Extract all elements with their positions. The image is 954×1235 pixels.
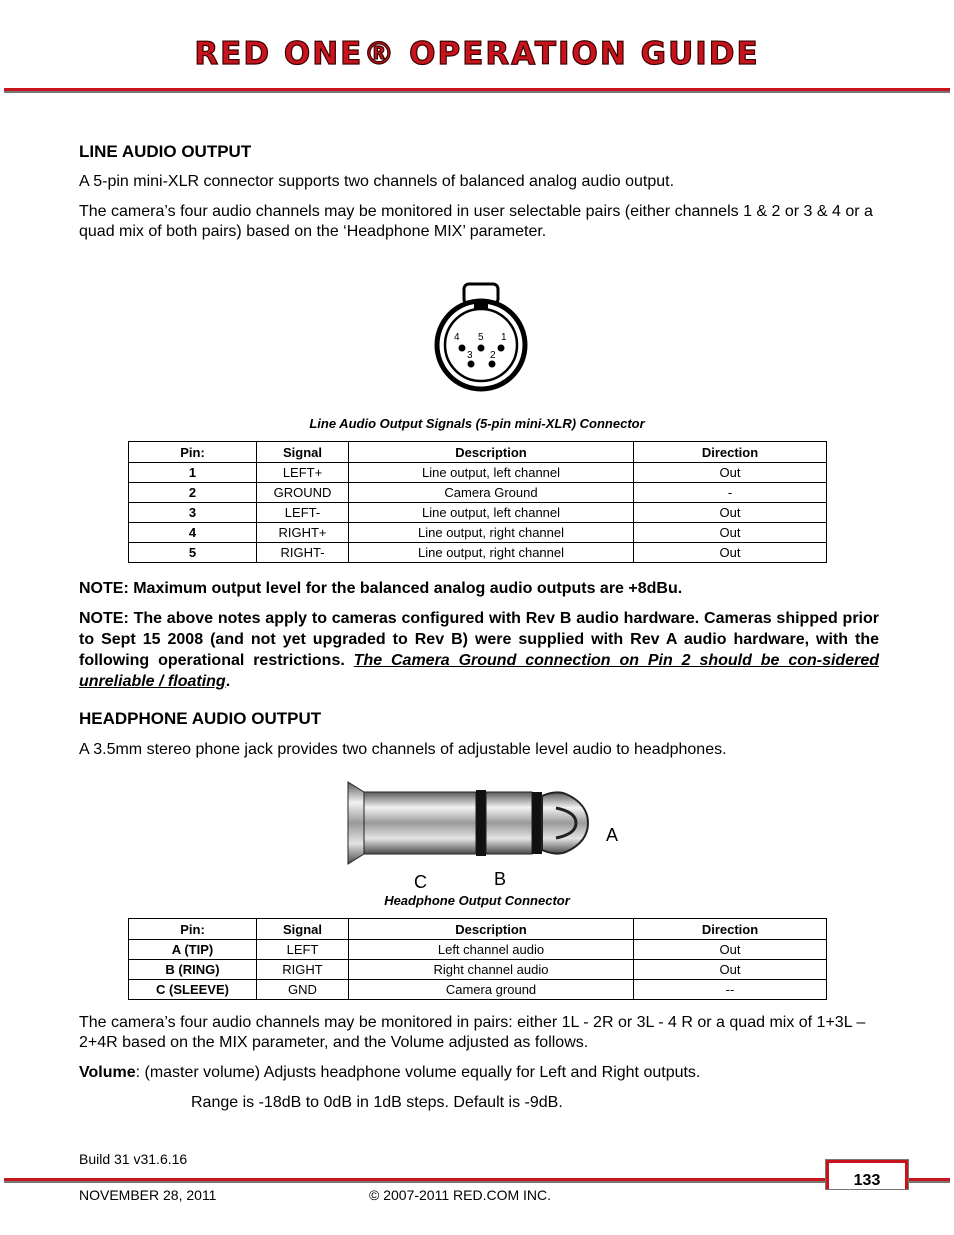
plug-ring xyxy=(486,792,532,854)
cell-description: Right channel audio xyxy=(349,960,634,980)
volume-text: : (master volume) Adjusts headphone volume equally for Left and Right outputs. xyxy=(135,1064,701,1081)
cell-signal: LEFT xyxy=(257,940,349,960)
cell-signal: RIGHT+ xyxy=(257,523,349,543)
pin-4-label: 4 xyxy=(454,332,460,343)
pin-3-dot xyxy=(468,361,475,368)
pin-1-dot xyxy=(498,345,505,352)
volume-label: Volume xyxy=(79,1064,136,1081)
headphone-pin-table xyxy=(128,918,827,1000)
cell-direction: - xyxy=(634,483,827,503)
cell-pin: 2 xyxy=(129,483,257,503)
headphone-audio-heading: HEADPHONE AUDIO OUTPUT xyxy=(79,709,322,728)
pin-2-label: 2 xyxy=(490,350,496,361)
line-audio-heading: LINE AUDIO OUTPUT xyxy=(79,142,252,161)
plug-insulator-ring-2 xyxy=(532,792,542,854)
line-audio-caption: Line Audio Output Signals (5-pin mini-XLR) Connector xyxy=(309,416,645,431)
table-header-row xyxy=(129,442,827,463)
cell-description: Line output, right channel xyxy=(349,543,634,563)
pin-3-label: 3 xyxy=(467,350,473,361)
plug-tip xyxy=(542,792,588,853)
plug-insulator-ring-1 xyxy=(476,790,486,856)
col-header-description: Description xyxy=(349,919,634,940)
note-rev-b-hardware xyxy=(79,608,879,692)
cell-direction: Out xyxy=(634,463,827,483)
plug-label-a: A xyxy=(606,825,619,845)
table-row xyxy=(129,503,827,523)
page-number: 133 xyxy=(826,1160,908,1189)
col-header-direction: Direction xyxy=(634,919,827,940)
note-max-output: NOTE: Maximum output level for the balanced analog audio outputs are +8dBu. xyxy=(79,580,683,597)
cell-pin: 5 xyxy=(129,543,257,563)
cell-signal: GROUND xyxy=(257,483,349,503)
col-header-signal: Signal xyxy=(257,919,349,940)
cell-description: Line output, right channel xyxy=(349,523,634,543)
table-header-row xyxy=(129,919,827,940)
connector-key xyxy=(474,302,488,310)
line-audio-pin-table xyxy=(128,441,827,563)
col-header-pin: Pin: xyxy=(129,919,257,940)
note-camera-ground-warning: The Camera Ground connection on Pin 2 should be con-sidered unreliable / floating xyxy=(79,652,879,690)
table-row xyxy=(129,980,827,1000)
col-header-direction: Direction xyxy=(634,442,827,463)
cell-direction: Out xyxy=(634,543,827,563)
cell-description: Camera Ground xyxy=(349,483,634,503)
mini-xlr-connector-diagram xyxy=(432,282,532,394)
col-header-pin: Pin: xyxy=(129,442,257,463)
table-row xyxy=(129,960,827,980)
table-row xyxy=(129,463,827,483)
note-rev-b-text: NOTE: The above notes apply to cameras configured with Rev B audio hardware. Cameras shipped prior to Sept 15 2008 (and not yet upgraded to Rev B) were supplied with Rev A audio hardware, with the following operational restrictions. xyxy=(79,610,879,669)
plug-label-b: B xyxy=(494,869,507,889)
pin-5-label: 5 xyxy=(478,332,484,343)
cell-description: Line output, left channel xyxy=(349,503,634,523)
cell-signal: RIGHT xyxy=(257,960,349,980)
footer-rule-left xyxy=(4,1178,828,1183)
cell-direction: Out xyxy=(634,503,827,523)
plug-label-c: C xyxy=(414,872,427,892)
cell-direction: Out xyxy=(634,523,827,543)
headphone-caption: Headphone Output Connector xyxy=(384,893,570,908)
pin-2-dot xyxy=(489,361,496,368)
cell-direction: Out xyxy=(634,960,827,980)
cell-direction: Out xyxy=(634,940,827,960)
table-row xyxy=(129,483,827,503)
volume-range: Range is -18dB to 0dB in 1dB steps. Default is -9dB. xyxy=(191,1094,563,1111)
col-header-description: Description xyxy=(349,442,634,463)
cell-pin: A (TIP) xyxy=(129,940,257,960)
cell-pin: 4 xyxy=(129,523,257,543)
headphone-plug-diagram xyxy=(344,778,619,874)
cell-signal: LEFT+ xyxy=(257,463,349,483)
line-audio-monitoring: The camera’s four audio channels may be monitored in user selectable pairs (either channels 1 & 2 or 3 & 4 or a quad mix of both pairs) based on the ‘Headphone MIX’ parameter. xyxy=(79,203,873,240)
table-row xyxy=(129,940,827,960)
line-audio-intro: A 5-pin mini-XLR connector supports two channels of balanced analog audio output. xyxy=(79,173,675,190)
cell-signal: LEFT- xyxy=(257,503,349,523)
cell-description: Camera ground xyxy=(349,980,634,1000)
cell-description: Line output, left channel xyxy=(349,463,634,483)
col-header-signal: Signal xyxy=(257,442,349,463)
pin-5-dot xyxy=(478,345,485,352)
table-row xyxy=(129,523,827,543)
header-rule xyxy=(4,88,950,93)
pin-4-dot xyxy=(459,345,466,352)
note-period: . xyxy=(225,673,231,690)
plug-sleeve-base xyxy=(348,782,364,864)
table-row xyxy=(129,543,827,563)
cell-description: Left channel audio xyxy=(349,940,634,960)
headphone-monitoring: The camera’s four audio channels may be monitored in pairs: either 1L - 2R or 3L - 4 R or a quad mix of 1+3L – 2+4R based on the MIX parameter, and the Volume adjusted as follows. xyxy=(79,1014,866,1051)
cell-pin: B (RING) xyxy=(129,960,257,980)
cell-signal: GND xyxy=(257,980,349,1000)
volume-description xyxy=(79,1063,879,1083)
page-header-title: RED ONE® OPERATION GUIDE xyxy=(194,36,760,72)
cell-pin: C (SLEEVE) xyxy=(129,980,257,1000)
cell-pin: 3 xyxy=(129,503,257,523)
footer-date: NOVEMBER 28, 2011 xyxy=(79,1187,217,1203)
headphone-audio-intro: A 3.5mm stereo phone jack provides two channels of adjustable level audio to headphones. xyxy=(79,741,727,758)
cell-direction: -- xyxy=(634,980,827,1000)
footer-copyright: © 2007-2011 RED.COM INC. xyxy=(369,1187,552,1203)
cell-signal: RIGHT- xyxy=(257,543,349,563)
footer-build: Build 31 v31.6.16 xyxy=(79,1151,188,1167)
plug-sleeve xyxy=(364,792,476,854)
pin-1-label: 1 xyxy=(501,332,507,343)
footer-rule-right xyxy=(904,1178,950,1183)
cell-pin: 1 xyxy=(129,463,257,483)
